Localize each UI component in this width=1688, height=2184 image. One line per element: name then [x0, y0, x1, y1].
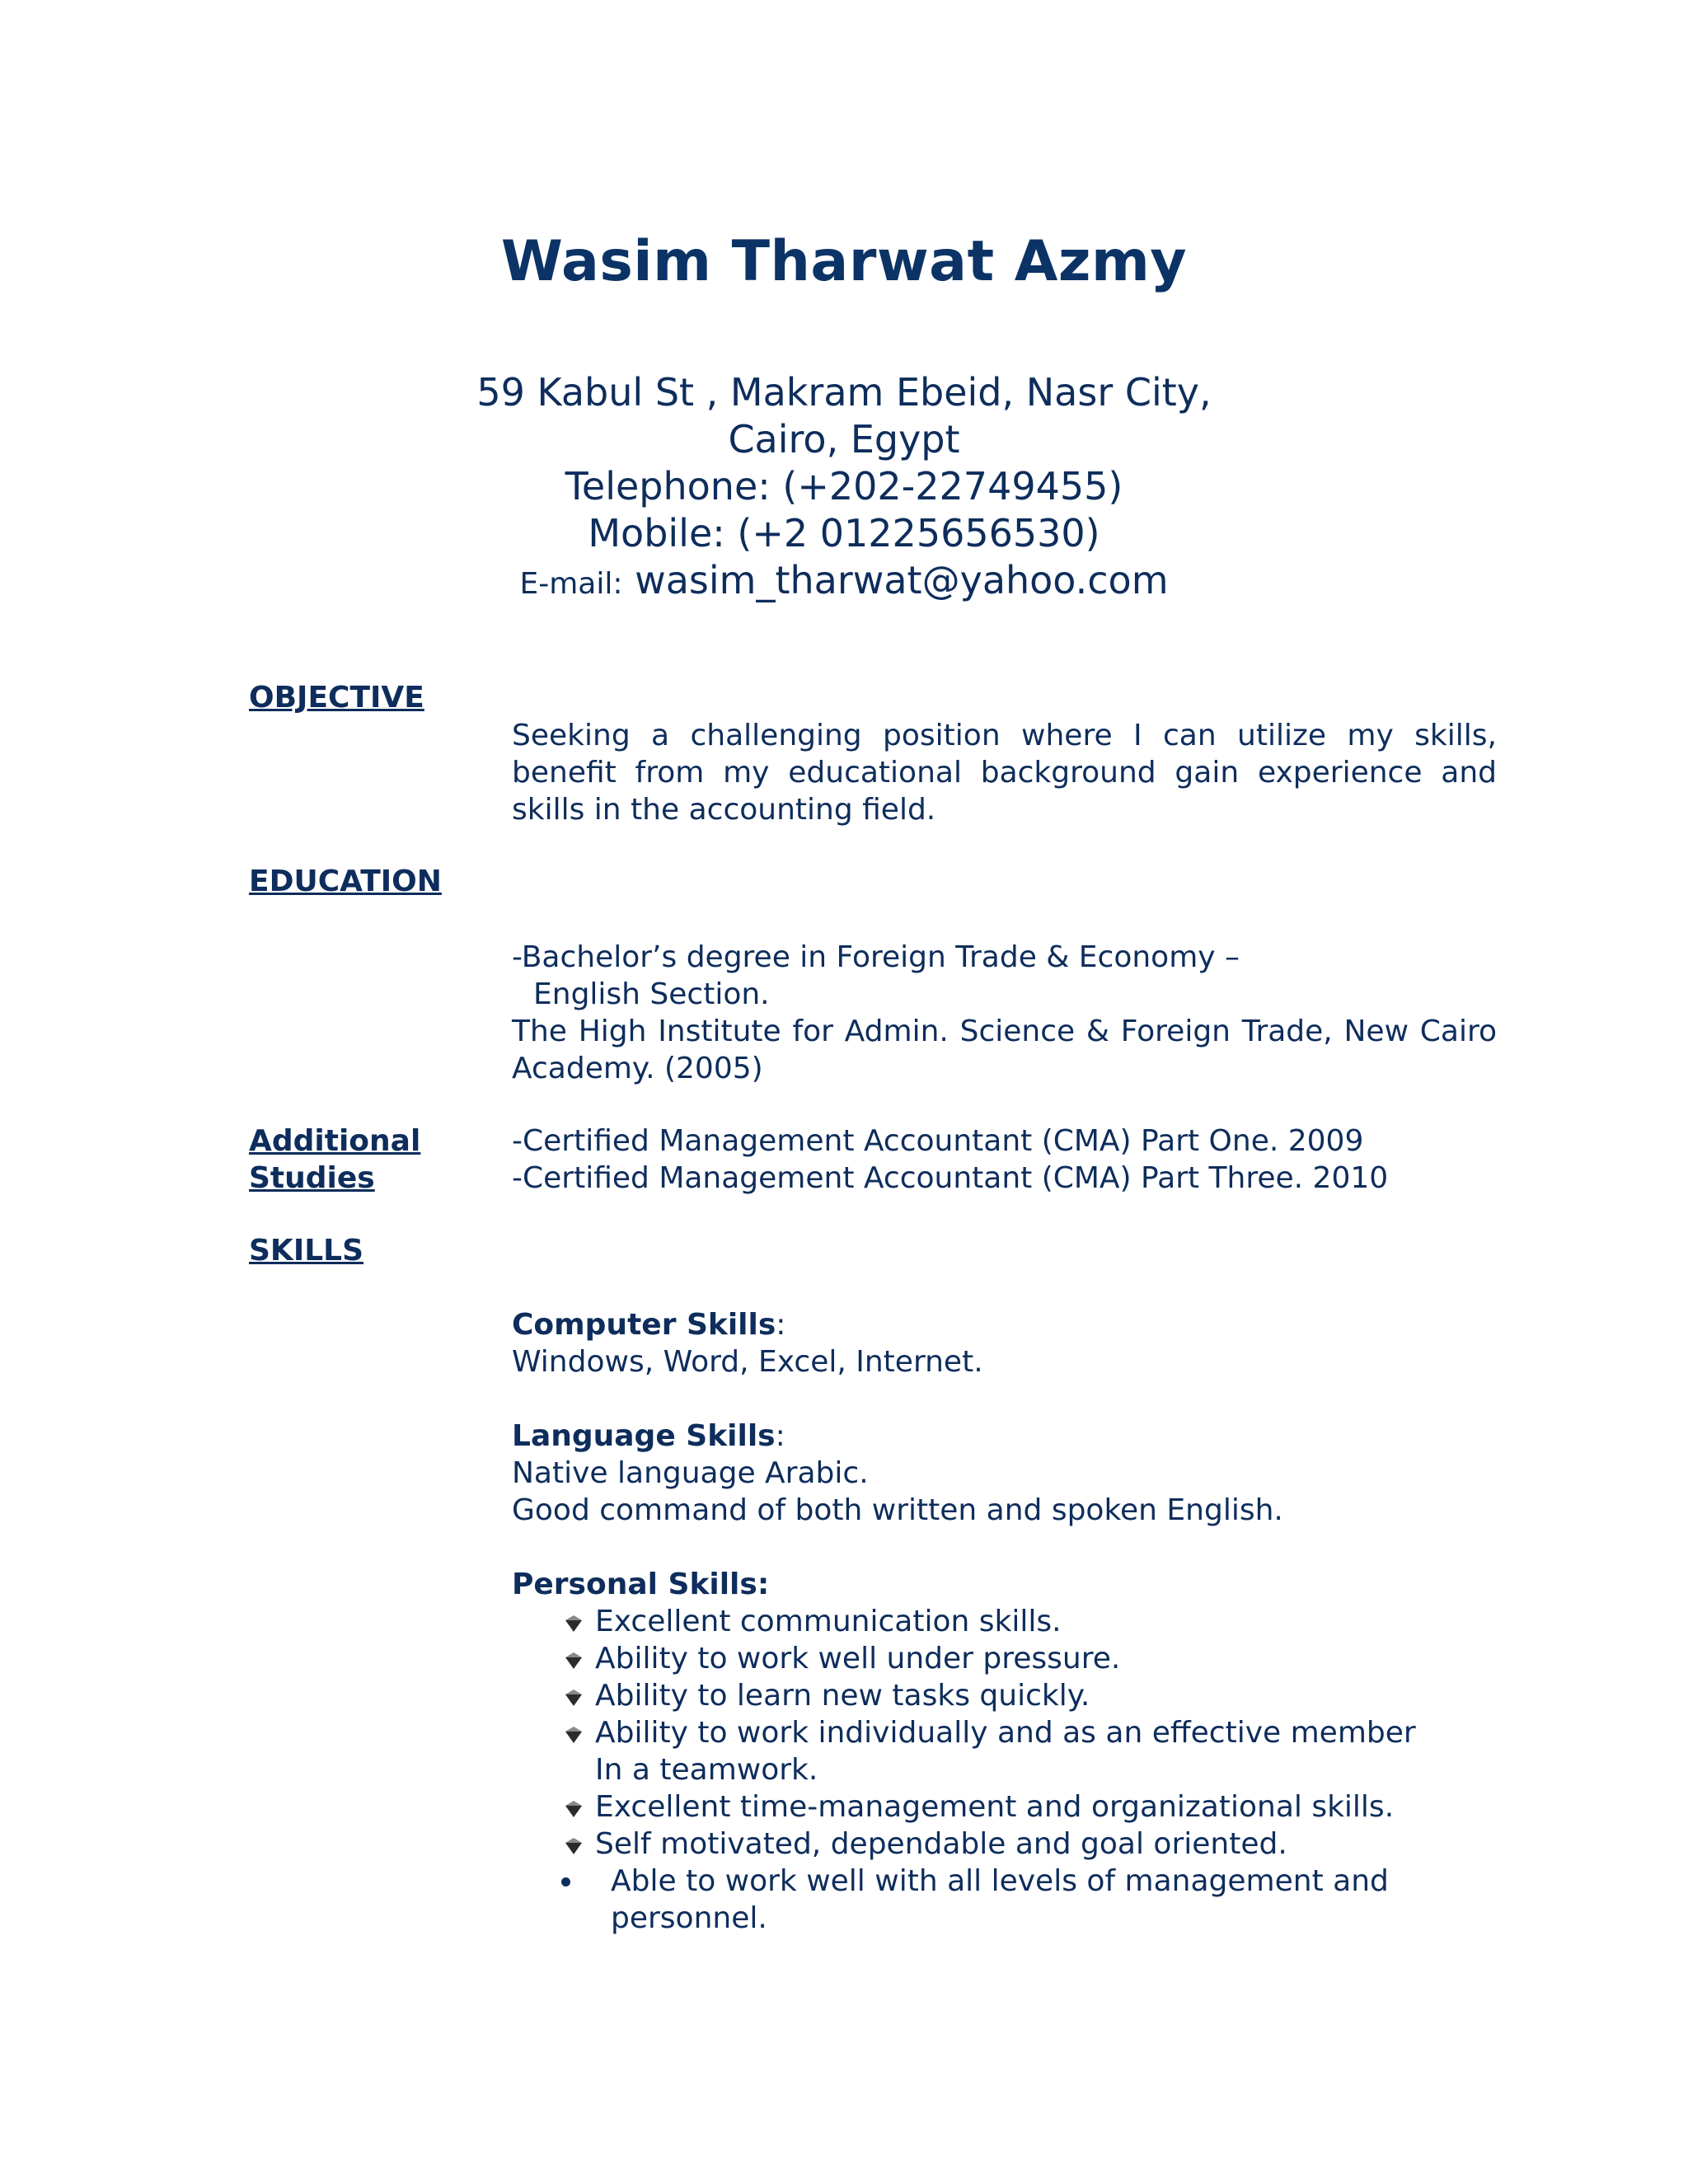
- email-row: [0, 557, 1688, 607]
- skills-block: [512, 1306, 1497, 1937]
- list-item: Able to work well with all levels of management and personnel.: [512, 1863, 1435, 1937]
- degree-line-1: -Bachelor’s degree in Foreign Trade & Economy –: [512, 940, 1240, 974]
- institute-text: The High Institute for Admin. Science & Foreign Trade, New Cairo Academy. (2005): [512, 1015, 1497, 1085]
- additional-heading-line-2: Studies: [249, 1161, 375, 1195]
- email-address[interactable]: wasim_tharwat@yahoo.com: [635, 558, 1169, 602]
- personal-skills-list: [512, 1603, 1497, 1937]
- additional-heading-line-1: Additional: [249, 1124, 421, 1158]
- computer-skills-text: Windows, Word, Excel, Internet.: [512, 1345, 983, 1379]
- list-item: Ability to learn new tasks quickly.: [512, 1677, 1497, 1714]
- language-skills-line-1: Native language Arabic.: [512, 1456, 869, 1490]
- arrow-bullet-icon: [565, 1689, 583, 1707]
- list-item: Self motivated, dependable and goal oriented.: [512, 1825, 1497, 1863]
- computer-skills-title: Computer Skills:: [512, 1308, 786, 1342]
- list-item: Ability to work well under pressure.: [512, 1640, 1497, 1677]
- address-line-2: Cairo, Egypt: [728, 417, 960, 462]
- additional-item: -Certified Management Accountant (CMA) Part One. 2009: [512, 1124, 1364, 1158]
- arrow-bullet-icon: [565, 1800, 583, 1818]
- degree-line-2: English Section.: [533, 977, 770, 1011]
- education-heading: EDUCATION: [249, 865, 442, 898]
- language-skills-line-2: Good command of both written and spoken English.: [512, 1493, 1283, 1527]
- list-item: Ability to work individually and as an effective member In a teamwork.: [512, 1714, 1452, 1788]
- arrow-bullet-icon: [565, 1652, 583, 1670]
- education-block: [512, 939, 1497, 1087]
- arrow-bullet-icon: [565, 1726, 583, 1744]
- objective-text: Seeking a challenging position where I can utilize my skills, benefit from my educational background gain experience and skills in the accounting field.: [512, 719, 1497, 827]
- address-line-1: 59 Kabul St , Makram Ebeid, Nasr City,: [476, 370, 1212, 415]
- contact-block: [0, 369, 1688, 607]
- list-item: Excellent communication skills.: [512, 1603, 1497, 1640]
- arrow-bullet-icon: [565, 1837, 583, 1855]
- personal-skills-title: Personal Skills:: [512, 1568, 770, 1601]
- arrow-bullet-icon: [565, 1615, 583, 1633]
- mobile: Mobile: (+2 01225656530): [588, 511, 1100, 555]
- list-item: Excellent time-management and organizational skills.: [512, 1788, 1497, 1825]
- email-label: E-mail:: [519, 567, 623, 601]
- additional-studies-list: [512, 1122, 1497, 1197]
- skills-heading: SKILLS: [249, 1234, 364, 1268]
- additional-item: -Certified Management Accountant (CMA) Part Three. 2010: [512, 1161, 1389, 1195]
- dot-bullet-icon: [561, 1877, 570, 1886]
- candidate-name: Wasim Tharwat Azmy: [500, 229, 1188, 294]
- language-skills-title: Language Skills:: [512, 1419, 785, 1453]
- additional-studies-heading: [249, 1122, 420, 1197]
- objective-heading: OBJECTIVE: [249, 681, 424, 715]
- telephone: Telephone: (+202-22749455): [565, 464, 1123, 509]
